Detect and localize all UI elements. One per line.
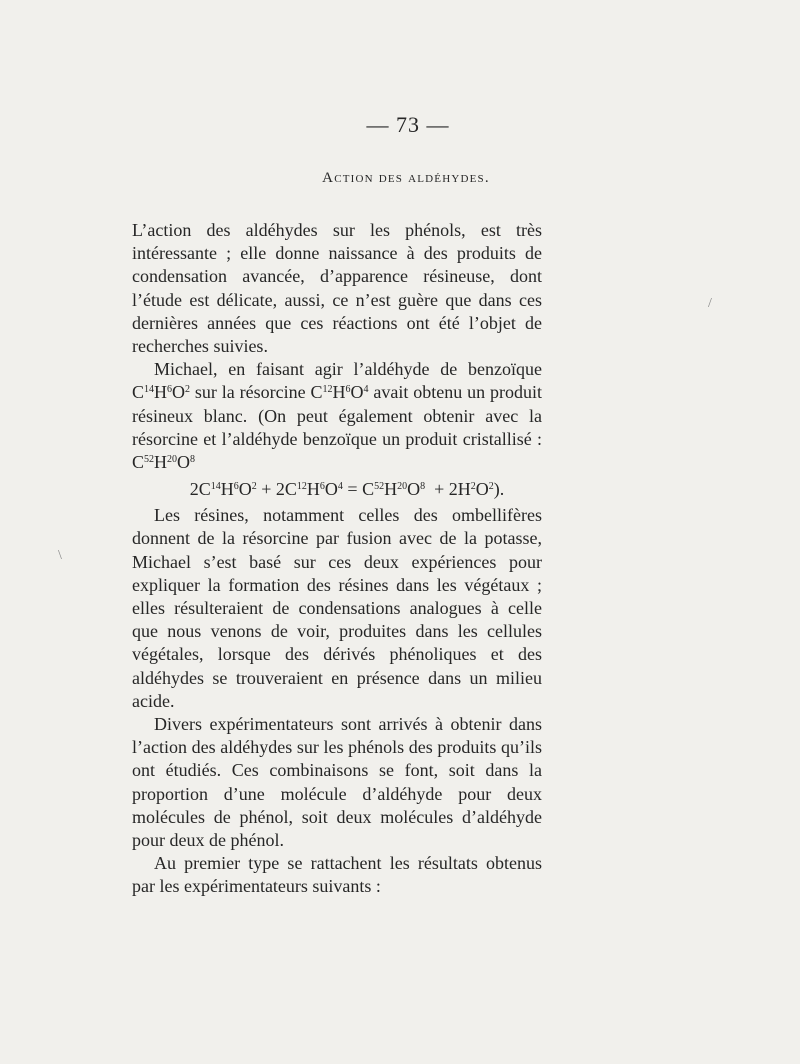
text-run: H [332,382,346,403]
margin-mark: \ [58,548,62,563]
paragraph-michael [132,358,542,474]
eq-sup: 12 [296,481,307,493]
margin-mark: / [708,296,712,311]
paragraph-divers: Divers expérimentateurs sont arrivés à obtenir dans l’action des aldéhydes sur les phénols des produits qu’ils ont étudiés. Ces combinaisons se font, soit dans la proportion d’une molécule d’aldéhyde pour deux molécules de phénol, soit deux molécules d’aldéhyde pour deux de phénol. [132,714,542,851]
eq-sup: 2 [470,481,476,493]
superscript: 52 [144,454,155,466]
page-number: — 73 — [366,112,450,137]
superscript: 8 [190,454,196,466]
eq-run: O [238,479,252,500]
superscript: 4 [363,384,369,396]
eq-sup: 2 [488,481,494,493]
eq-run: H [306,479,320,500]
text-run: Michael, en faisant agir l’aldéhyde de benzoïque C [132,359,542,403]
eq-run: O [407,479,421,500]
eq-sup: 2 [251,481,257,493]
text-run: O [172,382,186,403]
text-run: H [154,382,168,403]
superscript: 12 [322,384,333,396]
superscript: 20 [167,454,178,466]
text-run: O [177,452,191,473]
paragraph-resines: Les résines, notamment celles des ombellifères donnent de la résorcine par fusion avec de la potasse, Michael s’est basé sur ces deux expériences pour expliquer la formation des résines dans les végétaux ; elles résulteraient de condensations analogues à celle que nous venons de voir, produites dans les cellules végétales, lorsque des dérivés phénoliques et des aldéhydes se trouveraient en présence dans un milieu acide. [132,505,542,711]
eq-run: ). [493,479,505,500]
text-run: H [154,452,168,473]
eq-run: H [220,479,234,500]
eq-run: = C [342,479,375,500]
superscript: 14 [144,384,155,396]
eq-sup: 14 [210,481,221,493]
eq-sup: 6 [233,481,239,493]
eq-sup: 52 [374,481,385,493]
eq-run: O [475,479,489,500]
text-run: sur la résorcine C [190,382,323,403]
eq-run: O [324,479,338,500]
eq-run: + 2C [256,479,297,500]
body-text [132,219,542,899]
superscript: 6 [345,384,351,396]
eq-sup: 8 [420,481,426,493]
paragraph-premier-type: Au premier type se rattachent les résultats obtenus par les expérimentateurs suivants : [132,853,542,897]
superscript: 6 [167,384,173,396]
paragraph-1: L’action des aldéhydes sur les phénols, est très intéressante ; elle donne naissance à des produits de condensation avancée, d’apparence résineuse, dont l’étude est délicate, aussi, ce n’est guère que dans ces dernières années que ces réactions ont été l’objet de recherches suivies. [132,220,542,357]
eq-sup: 4 [337,481,343,493]
eq-run: + 2H [425,479,471,500]
section-title: Action des aldéhydes. [322,170,490,186]
chemical-equation [132,476,542,502]
superscript: 2 [185,384,191,396]
eq-run: 2C [189,479,211,500]
eq-sup: 20 [397,481,408,493]
eq-sup: 6 [319,481,325,493]
eq-run: H [384,479,398,500]
text-run: O [350,382,364,403]
text-run: avait obtenu un produit résineux blanc. (On peut également obtenir avec la résorcine et l’aldéhyde benzoïque un produit cristallisé : C [132,382,542,473]
